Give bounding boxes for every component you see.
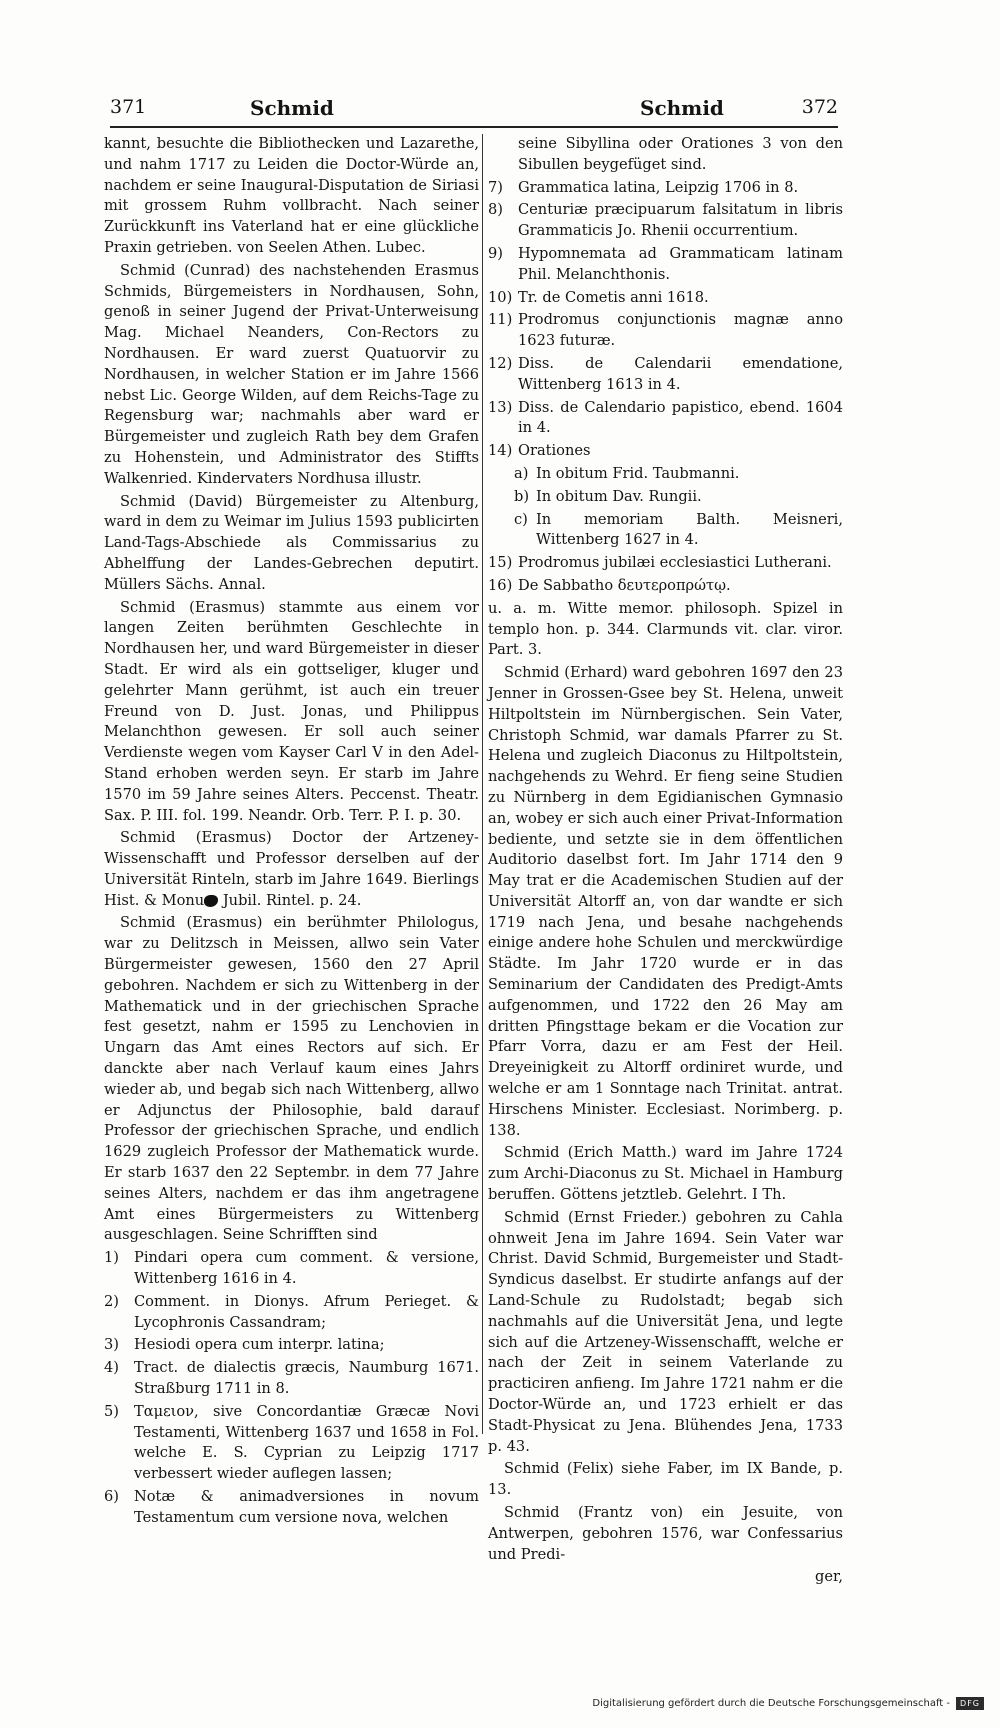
list-item bbox=[104, 1402, 479, 1485]
item-number: 1) bbox=[104, 1249, 119, 1267]
item-number: 13) bbox=[488, 398, 513, 416]
entry-paragraph: Schmid (Felix) siehe Faber, im IX Bande, p. 13. bbox=[488, 1460, 843, 1499]
credit-text: Digitalisierung gefördert durch die Deutsche Forschungsgemeinschaft - bbox=[592, 1698, 951, 1709]
item-text: Notæ & animadversiones in novum Testamentum cum versione nova, welchen bbox=[134, 1488, 479, 1526]
entry-text-tail: Jubil. Rintel. p. 24. bbox=[222, 891, 362, 909]
item-text: Ταμειον, sive Concordantiæ Græcæ Novi Testamenti, Wittenberg 1637 und 1658 in Fol. welche E. S. Cyprian zu Leipzig 1717 verbessert wieder auflegen lassen; bbox=[134, 1402, 479, 1483]
entry-paragraph: Schmid (Erasmus) ein berühmter Philologus, war zu Delitzsch in Meissen, allwo sein Vater Bürgermeister gewesen, 1560 den 27 April gebohren. Nachdem er sich zu Wittenberg in der Mathematick und in der griechischen Sprache fest gesetzt, nahm er 1595 zu Lenchovien in Ungarn das Amt eines Rectors auf sich. Er danckte aber nach Verlauf kaum eines Jahrs wieder ab, und begab sich nach Wittenberg, allwo er Adjunctus der Philosophie, bald darauf Professor der griechischen Sprache, und endlich 1629 zugleich Professor der Mathematick wurde. Er starb 1637 den 22 Septembr. in dem 77 Jahre seines Alters, nachdem er das ihm angetragene Amt eines Bürgermeisters zu Wittenberg ausgeschlagen. Seine Schrifften sind bbox=[104, 914, 479, 1244]
list-item bbox=[488, 354, 843, 396]
list-item bbox=[488, 178, 843, 199]
entry-paragraph: u. a. m. Witte memor. philosoph. Spizel in templo hon. p. 344. Clarmunds vit. clar. viror. Part. 3. bbox=[488, 599, 843, 659]
sub-list-item bbox=[488, 464, 843, 485]
digitization-credit bbox=[592, 1697, 984, 1710]
list-item bbox=[488, 134, 843, 176]
entry-paragraph bbox=[104, 828, 479, 911]
item-number: c) bbox=[514, 510, 528, 528]
list-item bbox=[488, 310, 843, 352]
sub-list-item bbox=[488, 487, 843, 508]
list-item bbox=[488, 441, 843, 462]
item-number: 11) bbox=[488, 311, 513, 329]
item-text: In memoriam Balth. Meisneri, Wittenberg 1627 in 4. bbox=[536, 510, 843, 549]
entry-paragraph: kannt, besuchte die Bibliothecken und Lazarethe, und nahm 1717 zu Leiden die Doctor-Würde an, nachdem er seine Inaugural-Disputation de Siriasi mit grossem Ruhm vollbracht. Nach seiner Zurückkunft ins Vaterland hat er eine glückliche Praxin getrieben. von Seelen Athen. Lubec. bbox=[104, 135, 479, 256]
entry-paragraph: Schmid (Erhard) ward gebohren 1697 den 23 Jenner in Grossen-Gsee bey St. Helena, unweit Hiltpoltstein im Nürnbergischen. Sein Vater, Christoph Schmid, war damals Pfarrer zu St. Helena und zugleich Diaconus zu Hiltpoltstein, nachgehends zu Wehrd. Er fieng seine Studien zu Nürnberg in dem Egidianischen Gymnasio an, wobey er sich auch einer Privat-Information bediente, und setzte sie in dem öffentlichen Auditorio daselbst fort. Im Jahr 1714 den 9 May trat er die Academischen Studien auf der Universität Altorff an, von dar wandte er sich 1719 nach Jena, und besahe nachgehends einige andere hohe Schulen und merckwürdige Städte. Im Jahr 1720 wurde er in das Seminarium der Candidaten des Predigt-Amts aufgenommen, und 1722 den 26 May am dritten Pfingsttage bekam er die Vocation zur Pfarr Vorra, dazu er am Fest der Heil. Dreyeinigkeit zu Altorff ordiniret wurde, und welche er am 1 Sonntage nach Trinitat. antrat. Hirschens Minister. Ecclesiast. Norimberg. p. 138. bbox=[488, 664, 843, 1139]
list-item bbox=[104, 1335, 479, 1356]
item-text: De Sabbatho δευτεροπρώτῳ. bbox=[518, 576, 731, 594]
entry-paragraph: Schmid (Frantz von) ein Jesuite, von Antwerpen, gebohren 1576, war Confessarius und Predi- bbox=[488, 1504, 843, 1563]
item-text: seine Sibyllina oder Orationes 3 von den Sibullen beygefüget sind. bbox=[518, 135, 843, 173]
item-text: Tract. de dialectis græcis, Naumburg 1671. Straßburg 1711 in 8. bbox=[134, 1359, 479, 1398]
left-page-number: 371 bbox=[110, 96, 147, 118]
header-rule bbox=[110, 126, 838, 128]
item-number: 8) bbox=[488, 201, 503, 219]
item-number: 14) bbox=[488, 442, 513, 460]
list-item bbox=[488, 553, 843, 574]
item-text: Orationes bbox=[518, 442, 591, 460]
list-item bbox=[488, 576, 843, 597]
item-number: 5) bbox=[104, 1402, 119, 1420]
item-number: 16) bbox=[488, 576, 513, 594]
dfg-logo: DFG bbox=[956, 1697, 984, 1710]
right-page-number: 372 bbox=[801, 96, 838, 118]
list-item bbox=[104, 1292, 479, 1334]
entry-paragraph: Schmid (Erasmus) stammte aus einem vor langen Zeiten berühmten Geschlechte in Nordhausen her, und ward Bürgemeister in dieser Stadt. Er wird als ein gottseliger, kluger und gelehrter Mann gerühmt, ist auch ein treuer Freund von D. Just. Jonas, und Philippus Melanchthon gewesen. Er soll auch seiner Verdienste wegen vom Kayser Carl V in den Adel-Stand erhoben werden seyn. Er starb im Jahre 1570 im 59 Jahre seines Alters. Peccenst. Theatr. Sax. P. III. fol. 199. Neandr. Orb. Terr. P. I. p. 30. bbox=[104, 598, 479, 824]
item-number: 3) bbox=[104, 1336, 119, 1354]
item-number bbox=[488, 134, 518, 176]
right-running-head: Schmid bbox=[640, 96, 724, 120]
entry-paragraph: Schmid (Erich Matth.) ward im Jahre 1724 zum Archi-Diaconus zu St. Michael in Hamburg beruffen. Göttens jetztleb. Gelehrt. I Th. bbox=[488, 1144, 843, 1204]
catchword: ger, bbox=[815, 1568, 843, 1586]
sub-list-item bbox=[488, 510, 843, 552]
item-number: 10) bbox=[488, 288, 513, 306]
list-item bbox=[488, 244, 843, 286]
entry-text: Schmid (Erasmus) Doctor der Artzeney-Wissenschafft und Professor derselben auf der Universität Rinteln, starb im Jahre 1649. Bierlings Hist. & Monu bbox=[104, 829, 479, 909]
item-number: 15) bbox=[488, 554, 513, 572]
item-number: 7) bbox=[488, 178, 503, 196]
column-divider bbox=[482, 134, 483, 1434]
item-text: Prodromus jubilæi ecclesiastici Lutherani. bbox=[518, 554, 832, 572]
list-item bbox=[104, 1358, 479, 1400]
item-number: 6) bbox=[104, 1488, 119, 1505]
item-text: Hypomnemata ad Grammaticam latinam Phil. Melanchthonis. bbox=[518, 244, 843, 283]
list-item bbox=[488, 398, 843, 440]
item-number: 2) bbox=[104, 1292, 119, 1310]
item-text: Diss. de Calendarii emendatione, Wittenberg 1613 in 4. bbox=[518, 354, 843, 393]
item-text: In obitum Frid. Taubmanni. bbox=[536, 464, 740, 482]
item-number: a) bbox=[514, 464, 529, 482]
left-running-head: Schmid bbox=[250, 96, 334, 120]
list-item bbox=[488, 288, 843, 309]
item-text: Grammatica latina, Leipzig 1706 in 8. bbox=[518, 178, 799, 196]
left-column bbox=[104, 134, 479, 1531]
entry-paragraph: Schmid (David) Bürgemeister zu Altenburg, ward in dem zu Weimar im Julius 1593 publicirten Land-Tags-Abschiede als Commissarius zu Abhelffung der Landes-Gebrechen deputirt. Müllers Sächs. Annal. bbox=[104, 492, 479, 593]
item-text: Diss. de Calendario papistico, ebend. 1604 in 4. bbox=[518, 398, 843, 437]
entry-paragraph: Schmid (Cunrad) des nachstehenden Erasmus Schmids, Bürgemeisters in Nordhausen, Sohn, genoß in seiner Jugend der Privat-Unterweisung Mag. Michael Neanders, Con-Rectors zu Nordhausen. Er ward zuerst Quatuorvir zu Nordhausen, in welcher Station er im Jahre 1566 nebst Lic. George Wilden, auf dem Reichs-Tage zu Regensburg war; nachmahls aber ward er Bürgemeister und zugleich Rath bey dem Grafen zu Hohenstein, und Administrator des Stiffts Walkenried. Kindervaters Nordhusa illustr. bbox=[104, 261, 479, 487]
item-number: 4) bbox=[104, 1359, 119, 1377]
list-item bbox=[104, 1248, 479, 1290]
list-item bbox=[488, 200, 843, 242]
item-text: Centuriæ præcipuarum falsitatum in libris Grammaticis Jo. Rhenii occurrentium. bbox=[518, 201, 843, 240]
list-item bbox=[104, 1487, 479, 1529]
item-text: Pindari opera cum comment. & versione, Wittenberg 1616 in 4. bbox=[134, 1249, 479, 1288]
entry-paragraph: Schmid (Ernst Frieder.) gebohren zu Cahla ohnweit Jena im Jahre 1694. Sein Vater war Christ. David Schmid, Burgemeister und Stadt-Syndicus daselbst. Er studirte anfangs auf der Land-Schule zu Rudolstadt; begab sich nachmahls auf die Universität Jena, und legte sich auf die Artzeney-Wissenschafft, welche er nach der Zeit in seinem Vaterlande zu practiciren anfieng. Im Jahre 1721 nahm er die Doctor-Würde an, und 1723 erhielt er das Stadt-Physicat zu Jena. Blühendes Jena, 1733 p. 43. bbox=[488, 1208, 843, 1455]
item-number: 9) bbox=[488, 244, 503, 262]
item-text: Comment. in Dionys. Afrum Perieget. & Lycophronis Cassandram; bbox=[134, 1292, 479, 1331]
item-text: In obitum Dav. Rungii. bbox=[536, 487, 702, 505]
item-text: Tr. de Cometis anni 1618. bbox=[518, 288, 709, 306]
right-column bbox=[488, 134, 843, 1588]
item-text: Hesiodi opera cum interpr. latina; bbox=[134, 1336, 385, 1354]
item-number: 12) bbox=[488, 354, 513, 372]
item-number: b) bbox=[514, 487, 530, 505]
ink-blot bbox=[204, 895, 218, 907]
page-header bbox=[110, 96, 838, 132]
item-text: Prodromus conjunctionis magnæ anno 1623 futuræ. bbox=[518, 311, 843, 350]
